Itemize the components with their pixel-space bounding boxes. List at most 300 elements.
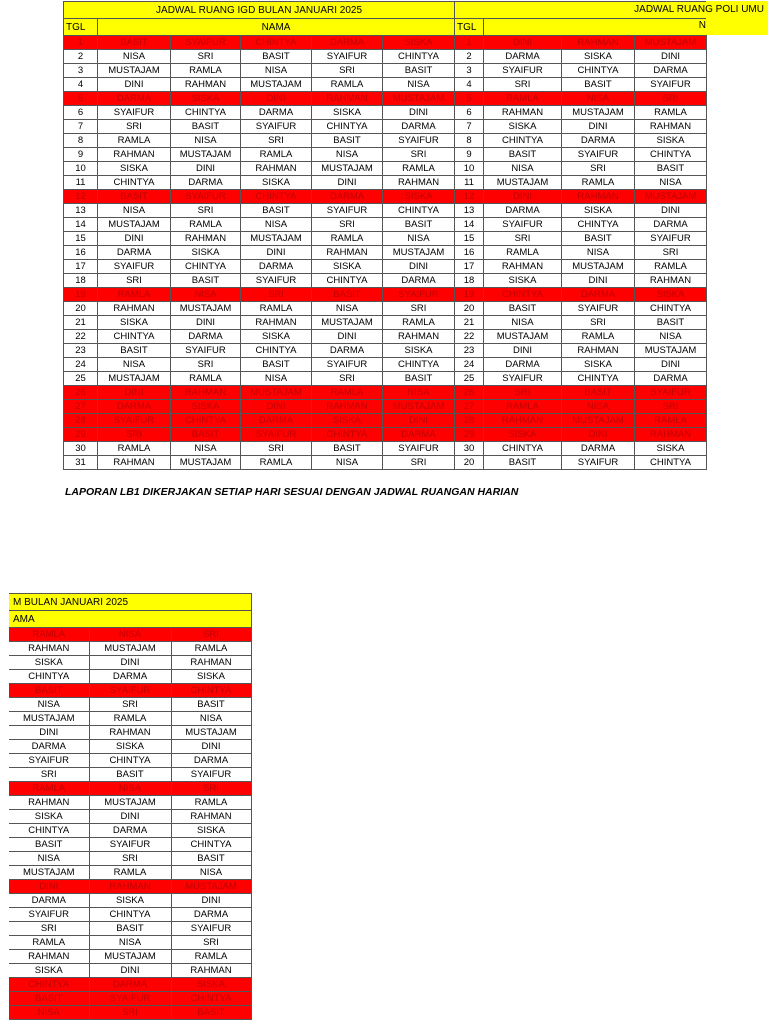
schedule-row — [64, 302, 455, 316]
staff-name-cell: RAHMAN — [312, 246, 383, 260]
staff-name-cell: SRI — [171, 936, 251, 950]
date-cell: 5 — [455, 92, 484, 106]
schedule-row — [9, 684, 251, 698]
staff-name-cell: SRI — [171, 50, 241, 64]
date-cell: 7 — [455, 120, 484, 134]
staff-name-cell: CHINTYA — [171, 838, 251, 852]
staff-name-cell: RAHMAN — [562, 344, 635, 358]
staff-name-cell: RAHMAN — [171, 78, 241, 92]
staff-name-cell: DINI — [635, 358, 707, 372]
staff-name-cell: RAHMAN — [171, 964, 251, 978]
schedule-row — [64, 148, 455, 162]
staff-name-cell: RAMLA — [383, 162, 455, 176]
date-cell: 26 — [455, 386, 484, 400]
staff-name-cell: RAHMAN — [241, 162, 312, 176]
staff-name-cell: BASIT — [9, 992, 89, 1006]
staff-name-cell: MUSTAJAM — [562, 106, 635, 120]
staff-name-cell: RAMLA — [312, 386, 383, 400]
staff-name-cell: NISA — [383, 232, 455, 246]
staff-name-cell: RAMLA — [383, 316, 455, 330]
staff-name-cell: NISA — [383, 78, 455, 92]
date-cell: 14 — [64, 218, 98, 232]
date-cell: 23 — [455, 344, 484, 358]
schedule-row — [9, 936, 251, 950]
staff-name-cell: CHINTYA — [241, 36, 312, 50]
staff-name-cell: BASIT — [98, 344, 171, 358]
staff-name-cell: DARMA — [562, 134, 635, 148]
staff-name-cell: DARMA — [171, 754, 251, 768]
staff-name-cell: RAMLA — [9, 628, 89, 642]
staff-name-cell: RAMLA — [312, 232, 383, 246]
date-cell: 2 — [64, 50, 98, 64]
schedule-row — [64, 246, 455, 260]
schedule-row — [9, 950, 251, 964]
staff-name-cell: RAMLA — [171, 796, 251, 810]
staff-name-cell: CHINTYA — [562, 218, 635, 232]
staff-name-cell: DARMA — [98, 92, 171, 106]
staff-name-cell: MUSTAJAM — [383, 92, 455, 106]
schedule-row — [64, 162, 455, 176]
date-cell: 8 — [64, 134, 98, 148]
staff-name-cell: NISA — [171, 442, 241, 456]
staff-name-cell: SISKA — [484, 428, 562, 442]
staff-name-cell: RAHMAN — [9, 796, 89, 810]
staff-name-cell: SRI — [89, 1006, 171, 1020]
staff-name-cell: BASIT — [635, 316, 707, 330]
staff-name-cell: BASIT — [241, 204, 312, 218]
staff-name-cell: SYAIFUR — [635, 232, 707, 246]
staff-name-cell: RAMLA — [241, 456, 312, 470]
staff-name-cell: SISKA — [171, 670, 251, 684]
staff-name-cell: RAMLA — [171, 372, 241, 386]
date-cell: 3 — [455, 64, 484, 78]
staff-name-cell: BASIT — [171, 120, 241, 134]
schedule-row — [64, 386, 455, 400]
staff-name-cell: SRI — [9, 922, 89, 936]
staff-name-cell: MUSTAJAM — [241, 386, 312, 400]
staff-name-cell: RAHMAN — [171, 656, 251, 670]
date-cell: 13 — [455, 204, 484, 218]
staff-name-cell: SISKA — [312, 260, 383, 274]
staff-name-cell: MUSTAJAM — [171, 880, 251, 894]
schedule-row — [64, 64, 455, 78]
staff-name-cell: RAMLA — [98, 288, 171, 302]
schedule-row — [455, 36, 707, 50]
schedule-row — [64, 92, 455, 106]
staff-name-cell: RAMLA — [98, 134, 171, 148]
schedule-row — [64, 260, 455, 274]
staff-name-cell: RAHMAN — [89, 880, 171, 894]
staff-name-cell: RAMLA — [171, 218, 241, 232]
schedule-row — [9, 642, 251, 656]
schedule-row — [9, 1006, 251, 1020]
staff-name-cell: RAMLA — [562, 176, 635, 190]
staff-name-cell: CHINTYA — [562, 372, 635, 386]
schedule-row — [64, 204, 455, 218]
staff-name-cell: RAMLA — [89, 712, 171, 726]
staff-name-cell: SRI — [98, 428, 171, 442]
staff-name-cell: NISA — [171, 288, 241, 302]
date-cell: 20 — [455, 456, 484, 470]
staff-name-cell: DARMA — [562, 288, 635, 302]
staff-name-cell: NISA — [484, 162, 562, 176]
date-cell: 11 — [455, 176, 484, 190]
schedule-row — [455, 120, 707, 134]
staff-name-cell: BASIT — [9, 684, 89, 698]
staff-name-cell: SRI — [241, 288, 312, 302]
date-cell: 18 — [64, 274, 98, 288]
staff-name-cell: SISKA — [562, 50, 635, 64]
schedule-row — [455, 428, 707, 442]
staff-name-cell: MUSTAJAM — [312, 162, 383, 176]
staff-name-cell: SYAIFUR — [312, 358, 383, 372]
schedule-row — [64, 50, 455, 64]
staff-name-cell: DARMA — [98, 400, 171, 414]
staff-name-cell: SYAIFUR — [484, 218, 562, 232]
staff-name-cell: DINI — [98, 78, 171, 92]
staff-name-cell: SYAIFUR — [383, 442, 455, 456]
staff-name-cell: SRI — [89, 698, 171, 712]
schedule-row — [9, 922, 251, 936]
staff-name-cell: RAHMAN — [98, 148, 171, 162]
schedule-row — [64, 176, 455, 190]
staff-name-cell: DINI — [312, 330, 383, 344]
staff-name-cell: DINI — [484, 344, 562, 358]
staff-name-cell: CHINTYA — [9, 978, 89, 992]
schedule-row — [9, 782, 251, 796]
staff-name-cell: CHINTYA — [312, 120, 383, 134]
staff-name-cell: DINI — [635, 50, 707, 64]
staff-name-cell: BASIT — [89, 768, 171, 782]
staff-name-cell: DARMA — [635, 372, 707, 386]
date-cell: 21 — [64, 316, 98, 330]
staff-name-cell: SISKA — [89, 740, 171, 754]
staff-name-cell: SYAIFUR — [241, 428, 312, 442]
schedule-row — [455, 260, 707, 274]
staff-name-cell: DINI — [635, 204, 707, 218]
staff-name-cell: BASIT — [171, 274, 241, 288]
staff-name-cell: SRI — [171, 358, 241, 372]
staff-name-cell: SISKA — [171, 978, 251, 992]
schedule-row — [9, 838, 251, 852]
schedule-row — [455, 344, 707, 358]
igd-nama-header: NAMA — [98, 19, 455, 36]
staff-name-cell: SYAIFUR — [484, 64, 562, 78]
staff-name-cell: DINI — [562, 120, 635, 134]
date-cell: 6 — [455, 106, 484, 120]
staff-name-cell: SYAIFUR — [562, 148, 635, 162]
date-cell: 25 — [455, 372, 484, 386]
staff-name-cell: RAMLA — [635, 414, 707, 428]
staff-name-cell: SISKA — [9, 964, 89, 978]
schedule-row — [64, 274, 455, 288]
staff-name-cell: SISKA — [171, 92, 241, 106]
date-cell: 16 — [64, 246, 98, 260]
igd-schedule-table — [63, 1, 455, 470]
schedule-row — [455, 274, 707, 288]
schedule-row — [9, 964, 251, 978]
date-cell: 30 — [64, 442, 98, 456]
staff-name-cell: BASIT — [484, 302, 562, 316]
staff-name-cell: SRI — [89, 852, 171, 866]
third-nama-header: AMA — [9, 611, 251, 628]
date-cell: 7 — [64, 120, 98, 134]
date-cell: 24 — [455, 358, 484, 372]
staff-name-cell: NISA — [562, 400, 635, 414]
staff-name-cell: SISKA — [241, 330, 312, 344]
staff-name-cell: BASIT — [171, 428, 241, 442]
staff-name-cell: CHINTYA — [383, 50, 455, 64]
staff-name-cell: RAHMAN — [9, 642, 89, 656]
staff-name-cell: SISKA — [484, 120, 562, 134]
staff-name-cell: SRI — [9, 768, 89, 782]
schedule-row — [9, 754, 251, 768]
staff-name-cell: SYAIFUR — [171, 344, 241, 358]
staff-name-cell: BASIT — [562, 78, 635, 92]
schedule-row — [9, 992, 251, 1006]
staff-name-cell: MUSTAJAM — [383, 400, 455, 414]
staff-name-cell: DARMA — [635, 64, 707, 78]
staff-name-cell: DARMA — [9, 740, 89, 754]
staff-name-cell: MUSTAJAM — [562, 260, 635, 274]
staff-name-cell: SYAIFUR — [312, 204, 383, 218]
schedule-row — [9, 712, 251, 726]
schedule-row — [64, 190, 455, 204]
schedule-row — [9, 894, 251, 908]
schedule-row — [455, 176, 707, 190]
staff-name-cell: SRI — [383, 456, 455, 470]
staff-name-cell: BASIT — [241, 50, 312, 64]
staff-name-cell: SISKA — [562, 204, 635, 218]
staff-name-cell: BASIT — [312, 442, 383, 456]
staff-name-cell: RAHMAN — [635, 274, 707, 288]
schedule-row — [64, 400, 455, 414]
staff-name-cell: RAMLA — [171, 64, 241, 78]
staff-name-cell: DARMA — [89, 824, 171, 838]
date-cell: 27 — [455, 400, 484, 414]
schedule-row — [455, 162, 707, 176]
staff-name-cell: SISKA — [635, 442, 707, 456]
staff-name-cell: DARMA — [9, 894, 89, 908]
poli-table-body — [455, 2, 707, 470]
schedule-row — [455, 372, 707, 386]
schedule-row — [64, 106, 455, 120]
staff-name-cell: SRI — [635, 92, 707, 106]
igd-tgl-header: TGL — [64, 19, 98, 36]
staff-name-cell: MUSTAJAM — [89, 950, 171, 964]
date-cell: 27 — [64, 400, 98, 414]
staff-name-cell: NISA — [9, 852, 89, 866]
staff-name-cell: RAHMAN — [171, 810, 251, 824]
date-cell: 28 — [455, 414, 484, 428]
staff-name-cell: SYAIFUR — [635, 386, 707, 400]
staff-name-cell: DINI — [171, 740, 251, 754]
third-table-body — [9, 594, 251, 1020]
staff-name-cell: DINI — [89, 964, 171, 978]
date-cell: 19 — [64, 288, 98, 302]
schedule-row — [9, 796, 251, 810]
staff-name-cell: RAMLA — [562, 330, 635, 344]
staff-name-cell: SYAIFUR — [241, 120, 312, 134]
third-title: M BULAN JANUARI 2025 — [9, 594, 251, 611]
staff-name-cell: DARMA — [562, 442, 635, 456]
staff-name-cell: NISA — [635, 330, 707, 344]
staff-name-cell: NISA — [241, 218, 312, 232]
staff-name-cell: CHINTYA — [312, 428, 383, 442]
date-cell: 4 — [64, 78, 98, 92]
schedule-row — [9, 670, 251, 684]
staff-name-cell: DINI — [383, 260, 455, 274]
staff-name-cell: MUSTAJAM — [241, 78, 312, 92]
schedule-row — [455, 204, 707, 218]
staff-name-cell: SRI — [484, 386, 562, 400]
staff-name-cell: DINI — [241, 246, 312, 260]
date-cell: 5 — [64, 92, 98, 106]
date-cell: 15 — [64, 232, 98, 246]
staff-name-cell: DARMA — [98, 246, 171, 260]
staff-name-cell: RAMLA — [171, 642, 251, 656]
date-cell: 10 — [455, 162, 484, 176]
staff-name-cell: RAHMAN — [383, 176, 455, 190]
staff-name-cell: DARMA — [241, 260, 312, 274]
staff-name-cell: SRI — [171, 782, 251, 796]
staff-name-cell: BASIT — [562, 232, 635, 246]
staff-name-cell: SRI — [383, 302, 455, 316]
staff-name-cell: MUSTAJAM — [562, 414, 635, 428]
staff-name-cell: NISA — [89, 782, 171, 796]
staff-name-cell: NISA — [171, 712, 251, 726]
staff-name-cell: DARMA — [383, 120, 455, 134]
staff-name-cell: CHINTYA — [171, 684, 251, 698]
staff-name-cell: RAMLA — [9, 782, 89, 796]
schedule-row — [64, 134, 455, 148]
staff-name-cell: RAHMAN — [484, 106, 562, 120]
date-cell: 9 — [64, 148, 98, 162]
schedule-row — [455, 358, 707, 372]
poli-title: JADWAL RUANG POLI UMU — [634, 4, 764, 15]
staff-name-cell: NISA — [98, 204, 171, 218]
staff-name-cell: RAHMAN — [171, 232, 241, 246]
staff-name-cell: MUSTAJAM — [241, 232, 312, 246]
staff-name-cell: SISKA — [562, 358, 635, 372]
staff-name-cell: DINI — [9, 880, 89, 894]
staff-name-cell: SRI — [98, 120, 171, 134]
staff-name-cell: MUSTAJAM — [484, 330, 562, 344]
staff-name-cell: CHINTYA — [98, 176, 171, 190]
schedule-row — [455, 442, 707, 456]
staff-name-cell: SRI — [484, 78, 562, 92]
staff-name-cell: DARMA — [171, 176, 241, 190]
staff-name-cell: RAMLA — [98, 442, 171, 456]
schedule-row — [9, 824, 251, 838]
schedule-row — [455, 190, 707, 204]
staff-name-cell: SISKA — [241, 176, 312, 190]
poli-tgl-header: TGL — [455, 19, 484, 36]
date-cell: 20 — [455, 302, 484, 316]
staff-name-cell: SRI — [562, 162, 635, 176]
staff-name-cell: MUSTAJAM — [98, 64, 171, 78]
staff-name-cell: SISKA — [89, 894, 171, 908]
schedule-row — [455, 134, 707, 148]
date-cell: 26 — [64, 386, 98, 400]
staff-name-cell: NISA — [241, 64, 312, 78]
staff-name-cell: SISKA — [312, 414, 383, 428]
schedule-row — [455, 64, 707, 78]
date-cell: 6 — [64, 106, 98, 120]
staff-name-cell: SISKA — [98, 316, 171, 330]
staff-name-cell: NISA — [9, 698, 89, 712]
staff-name-cell: BASIT — [98, 190, 171, 204]
schedule-row — [64, 344, 455, 358]
staff-name-cell: SRI — [171, 628, 251, 642]
staff-name-cell: RAHMAN — [9, 950, 89, 964]
staff-name-cell: MUSTAJAM — [171, 456, 241, 470]
staff-name-cell: MUSTAJAM — [383, 246, 455, 260]
staff-name-cell: SYAIFUR — [383, 288, 455, 302]
staff-name-cell: MUSTAJAM — [635, 344, 707, 358]
date-cell: 17 — [455, 260, 484, 274]
staff-name-cell: CHINTYA — [562, 64, 635, 78]
staff-name-cell: CHINTYA — [171, 260, 241, 274]
staff-name-cell: DARMA — [383, 274, 455, 288]
staff-name-cell: DARMA — [484, 358, 562, 372]
date-cell: 2 — [455, 50, 484, 64]
date-cell: 1 — [64, 36, 98, 50]
staff-name-cell: CHINTYA — [241, 344, 312, 358]
schedule-row — [9, 908, 251, 922]
staff-name-cell: RAMLA — [635, 260, 707, 274]
staff-name-cell: NISA — [312, 148, 383, 162]
igd-title: JADWAL RUANG IGD BULAN JANUARI 2025 — [64, 2, 455, 19]
schedule-row — [455, 330, 707, 344]
staff-name-cell: MUSTAJAM — [89, 642, 171, 656]
staff-name-cell: RAHMAN — [312, 400, 383, 414]
staff-name-cell: BASIT — [635, 162, 707, 176]
schedule-row — [455, 302, 707, 316]
staff-name-cell: SRI — [171, 204, 241, 218]
date-cell: 20 — [64, 302, 98, 316]
date-cell: 10 — [64, 162, 98, 176]
date-cell: 19 — [455, 288, 484, 302]
staff-name-cell: DARMA — [171, 908, 251, 922]
staff-name-cell: MUSTAJAM — [89, 796, 171, 810]
staff-name-cell: MUSTAJAM — [171, 302, 241, 316]
staff-name-cell: DINI — [241, 400, 312, 414]
staff-name-cell: SYAIFUR — [241, 274, 312, 288]
staff-name-cell: NISA — [383, 386, 455, 400]
staff-name-cell: NISA — [171, 866, 251, 880]
staff-name-cell: MUSTAJAM — [312, 316, 383, 330]
staff-name-cell: SISKA — [383, 36, 455, 50]
staff-name-cell: DINI — [9, 726, 89, 740]
staff-name-cell: MUSTAJAM — [9, 866, 89, 880]
staff-name-cell: BASIT — [484, 456, 562, 470]
staff-name-cell: BASIT — [241, 358, 312, 372]
staff-name-cell: MUSTAJAM — [98, 372, 171, 386]
staff-name-cell: DINI — [98, 232, 171, 246]
staff-name-cell: SISKA — [383, 190, 455, 204]
staff-name-cell: CHINTYA — [312, 274, 383, 288]
staff-name-cell: NISA — [484, 316, 562, 330]
date-cell: 25 — [64, 372, 98, 386]
date-cell: 17 — [64, 260, 98, 274]
date-cell: 1 — [455, 36, 484, 50]
staff-name-cell: BASIT — [171, 1006, 251, 1020]
staff-name-cell: SISKA — [383, 344, 455, 358]
schedule-row — [64, 218, 455, 232]
schedule-row — [455, 148, 707, 162]
staff-name-cell: SYAIFUR — [98, 106, 171, 120]
